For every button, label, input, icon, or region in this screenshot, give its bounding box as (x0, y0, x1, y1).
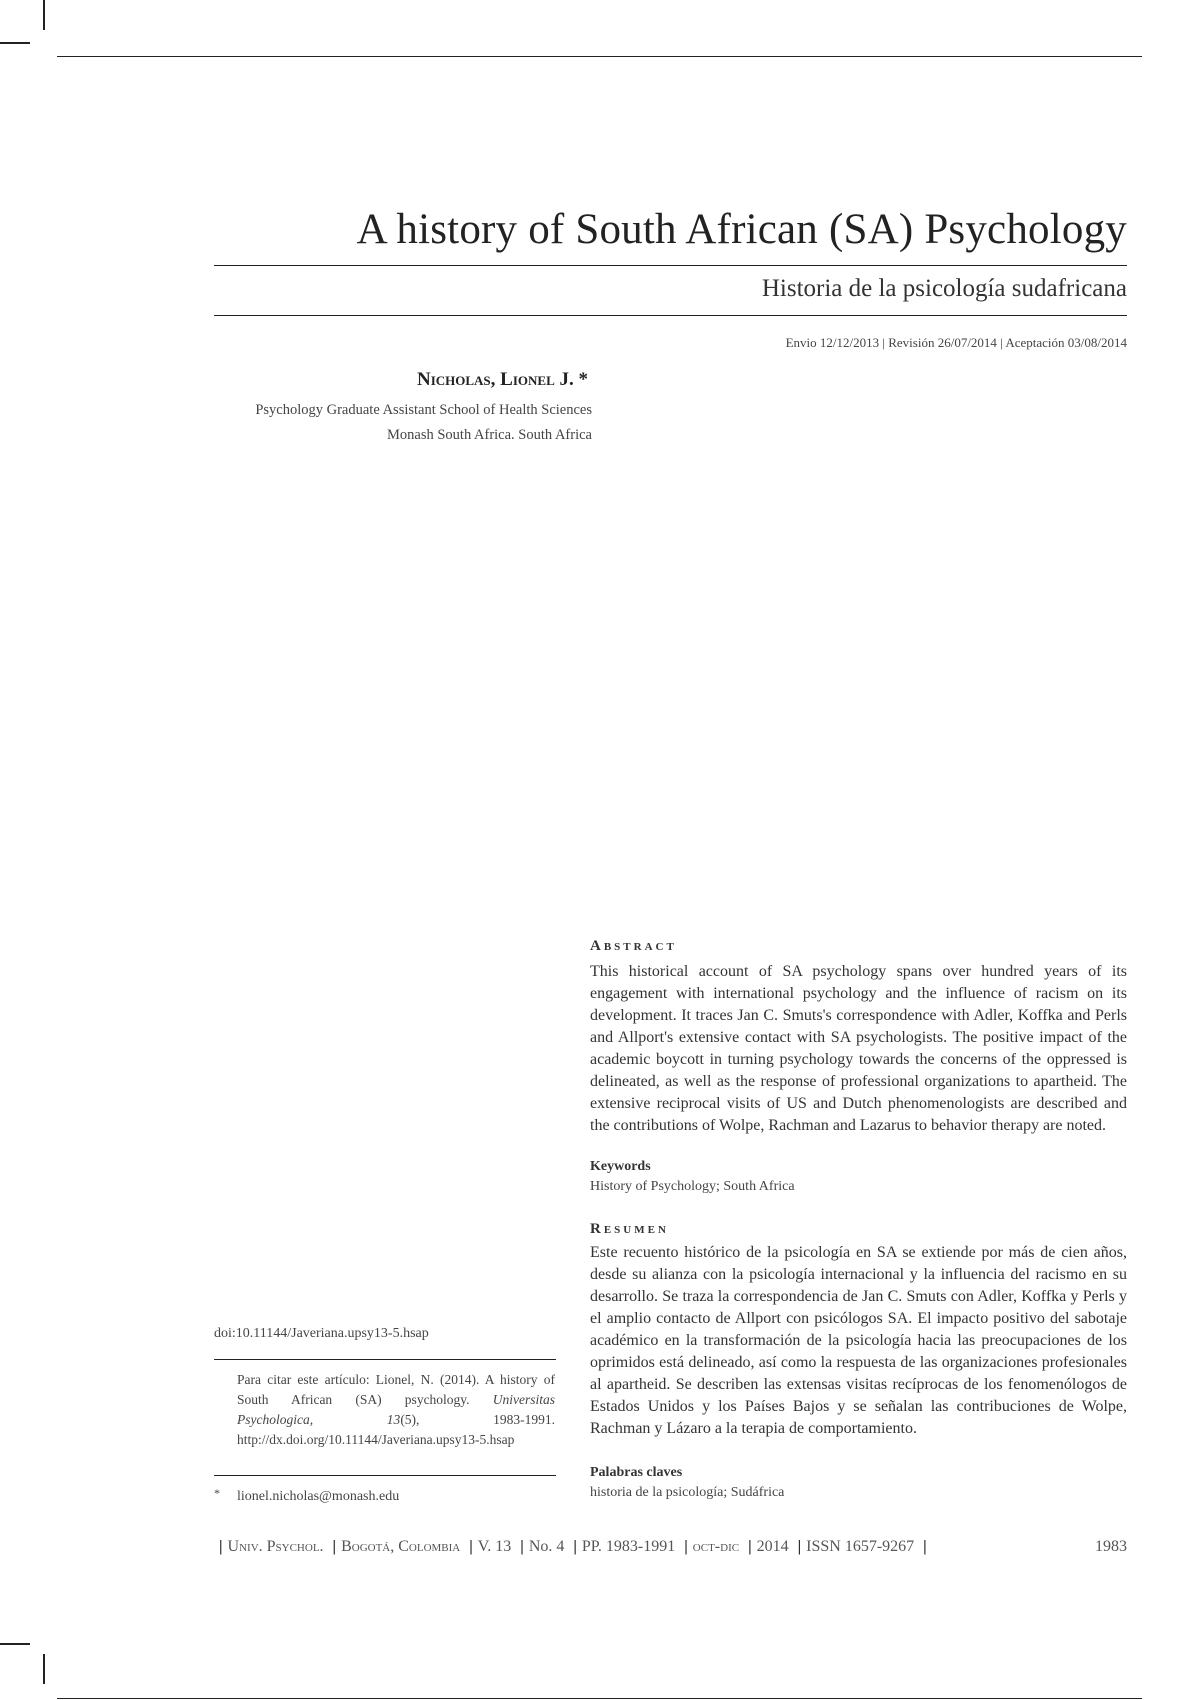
article-subtitle: Historia de la psicología sudafricana (761, 275, 1127, 302)
resumen-text: Este recuento histórico de la psicología en SA se extiende por más de cien años, desde su alianza con la psicología internacional y la influencia del racismo en su desarrollo. Se traza la correspondencia de Jan C. Smuts con Adler, Koffka y Perls y el amplio contacto de Allport con psicólogos SA. El impacto positivo del sabotaje académico en la transformación de la psicología hacia las preocupaciones de los oprimidos está delineado, así como la respuesta de las organizaciones profesionales al apartheid. Se describen las extensas visitas recíprocas de los fenomenólogos de Estados Unidos y los Países Bajos y se señalan las contribuciones de Wolpe, Rachman y Lázaro a la terapia de comportamiento. (590, 1244, 1127, 1437)
author-affiliation: Psychology Graduate Assistant School of Health Sciences (255, 402, 592, 418)
citation-text: Para citar este artículo: Lionel, N. (2014). A history of South African (SA) psychology. (237, 1372, 555, 1407)
footer-separator: | (219, 1538, 223, 1555)
bottom-rule (57, 1698, 1142, 1699)
palabras-claves-list: historia de la psicología; Sudáfrica (590, 1485, 785, 1500)
article-title: A history of South African (SA) Psychology (356, 206, 1127, 253)
abstract-text: This historical account of SA psychology spans over hundred years of its engagement with international psychology and the influence of racism on its development. It traces Jan C. Smuts's correspondence with Adler, Koffka and Perls and Allport's extensive contact with SA psychologists. The positive impact of the academic boycott in turning psychology towards the concerns of the oppressed is delineated, as well as the response of professional organizations to apartheid. The extensive reciprocal visits of US and Dutch phenomenologists are described and the contributions of Wolpe, Rachman and Lazarus to behavior therapy are noted. (590, 963, 1127, 1134)
footnote-mark: * (214, 1486, 220, 1500)
footer-number: No. 4 (528, 1538, 565, 1555)
citation-link[interactable]: (5), 1983-1991. http://dx.doi.org/10.11144/Javeriana.upsy13-5.hsap (237, 1412, 555, 1447)
footer-pages: PP. 1983-1991 (581, 1538, 676, 1555)
footer-separator: | (923, 1538, 927, 1555)
crop-mark (0, 42, 30, 44)
author-email[interactable]: lionel.nicholas@monash.edu (237, 1489, 400, 1504)
submission-dates: Envio 12/12/2013 | Revisión 26/07/2014 | Aceptación 03/08/2014 (785, 335, 1127, 350)
page-number: 1983 (1095, 1538, 1127, 1555)
footer-journal: Univ. Psychol. (227, 1538, 324, 1555)
resumen-heading: Resumen (590, 1221, 669, 1237)
citation-rule-top (214, 1359, 556, 1360)
journal-footer (214, 1538, 932, 1556)
footer-separator: | (469, 1538, 473, 1555)
doi-link[interactable]: doi:10.11144/Javeriana.upsy13-5.hsap (214, 1326, 429, 1341)
footer-separator: | (332, 1538, 337, 1555)
footer-issn: ISSN 1657-9267 (806, 1538, 915, 1555)
title-rule (214, 265, 1127, 266)
citation-journal: Universitas Psychologica, 13 (237, 1392, 555, 1427)
footnote-rule (214, 1475, 556, 1476)
top-rule (57, 56, 1142, 57)
footer-separator: | (573, 1538, 577, 1555)
footer-year: 2014 (756, 1538, 789, 1555)
subtitle-rule (214, 315, 1127, 316)
footer-separator: | (520, 1538, 524, 1555)
crop-mark (43, 0, 45, 30)
crop-mark (43, 1654, 45, 1684)
author-name: Nicholas, Lionel J. * (416, 369, 588, 390)
keywords-list: History of Psychology; South Africa (590, 1179, 795, 1194)
palabras-claves-label: Palabras claves (590, 1465, 683, 1480)
footer-separator: | (684, 1538, 688, 1555)
footer-period: oct-dic (692, 1538, 740, 1555)
citation-note (237, 1370, 555, 1450)
crop-mark (0, 1643, 30, 1645)
footer-city: Bogotá, Colombia (341, 1538, 461, 1555)
abstract-heading: Abstract (590, 938, 677, 954)
footer-separator: | (748, 1538, 752, 1555)
author-affiliation: Monash South Africa. South Africa (387, 427, 592, 443)
keywords-label: Keywords (590, 1159, 651, 1174)
footer-separator: | (797, 1538, 802, 1555)
footer-volume: V. 13 (477, 1538, 512, 1555)
